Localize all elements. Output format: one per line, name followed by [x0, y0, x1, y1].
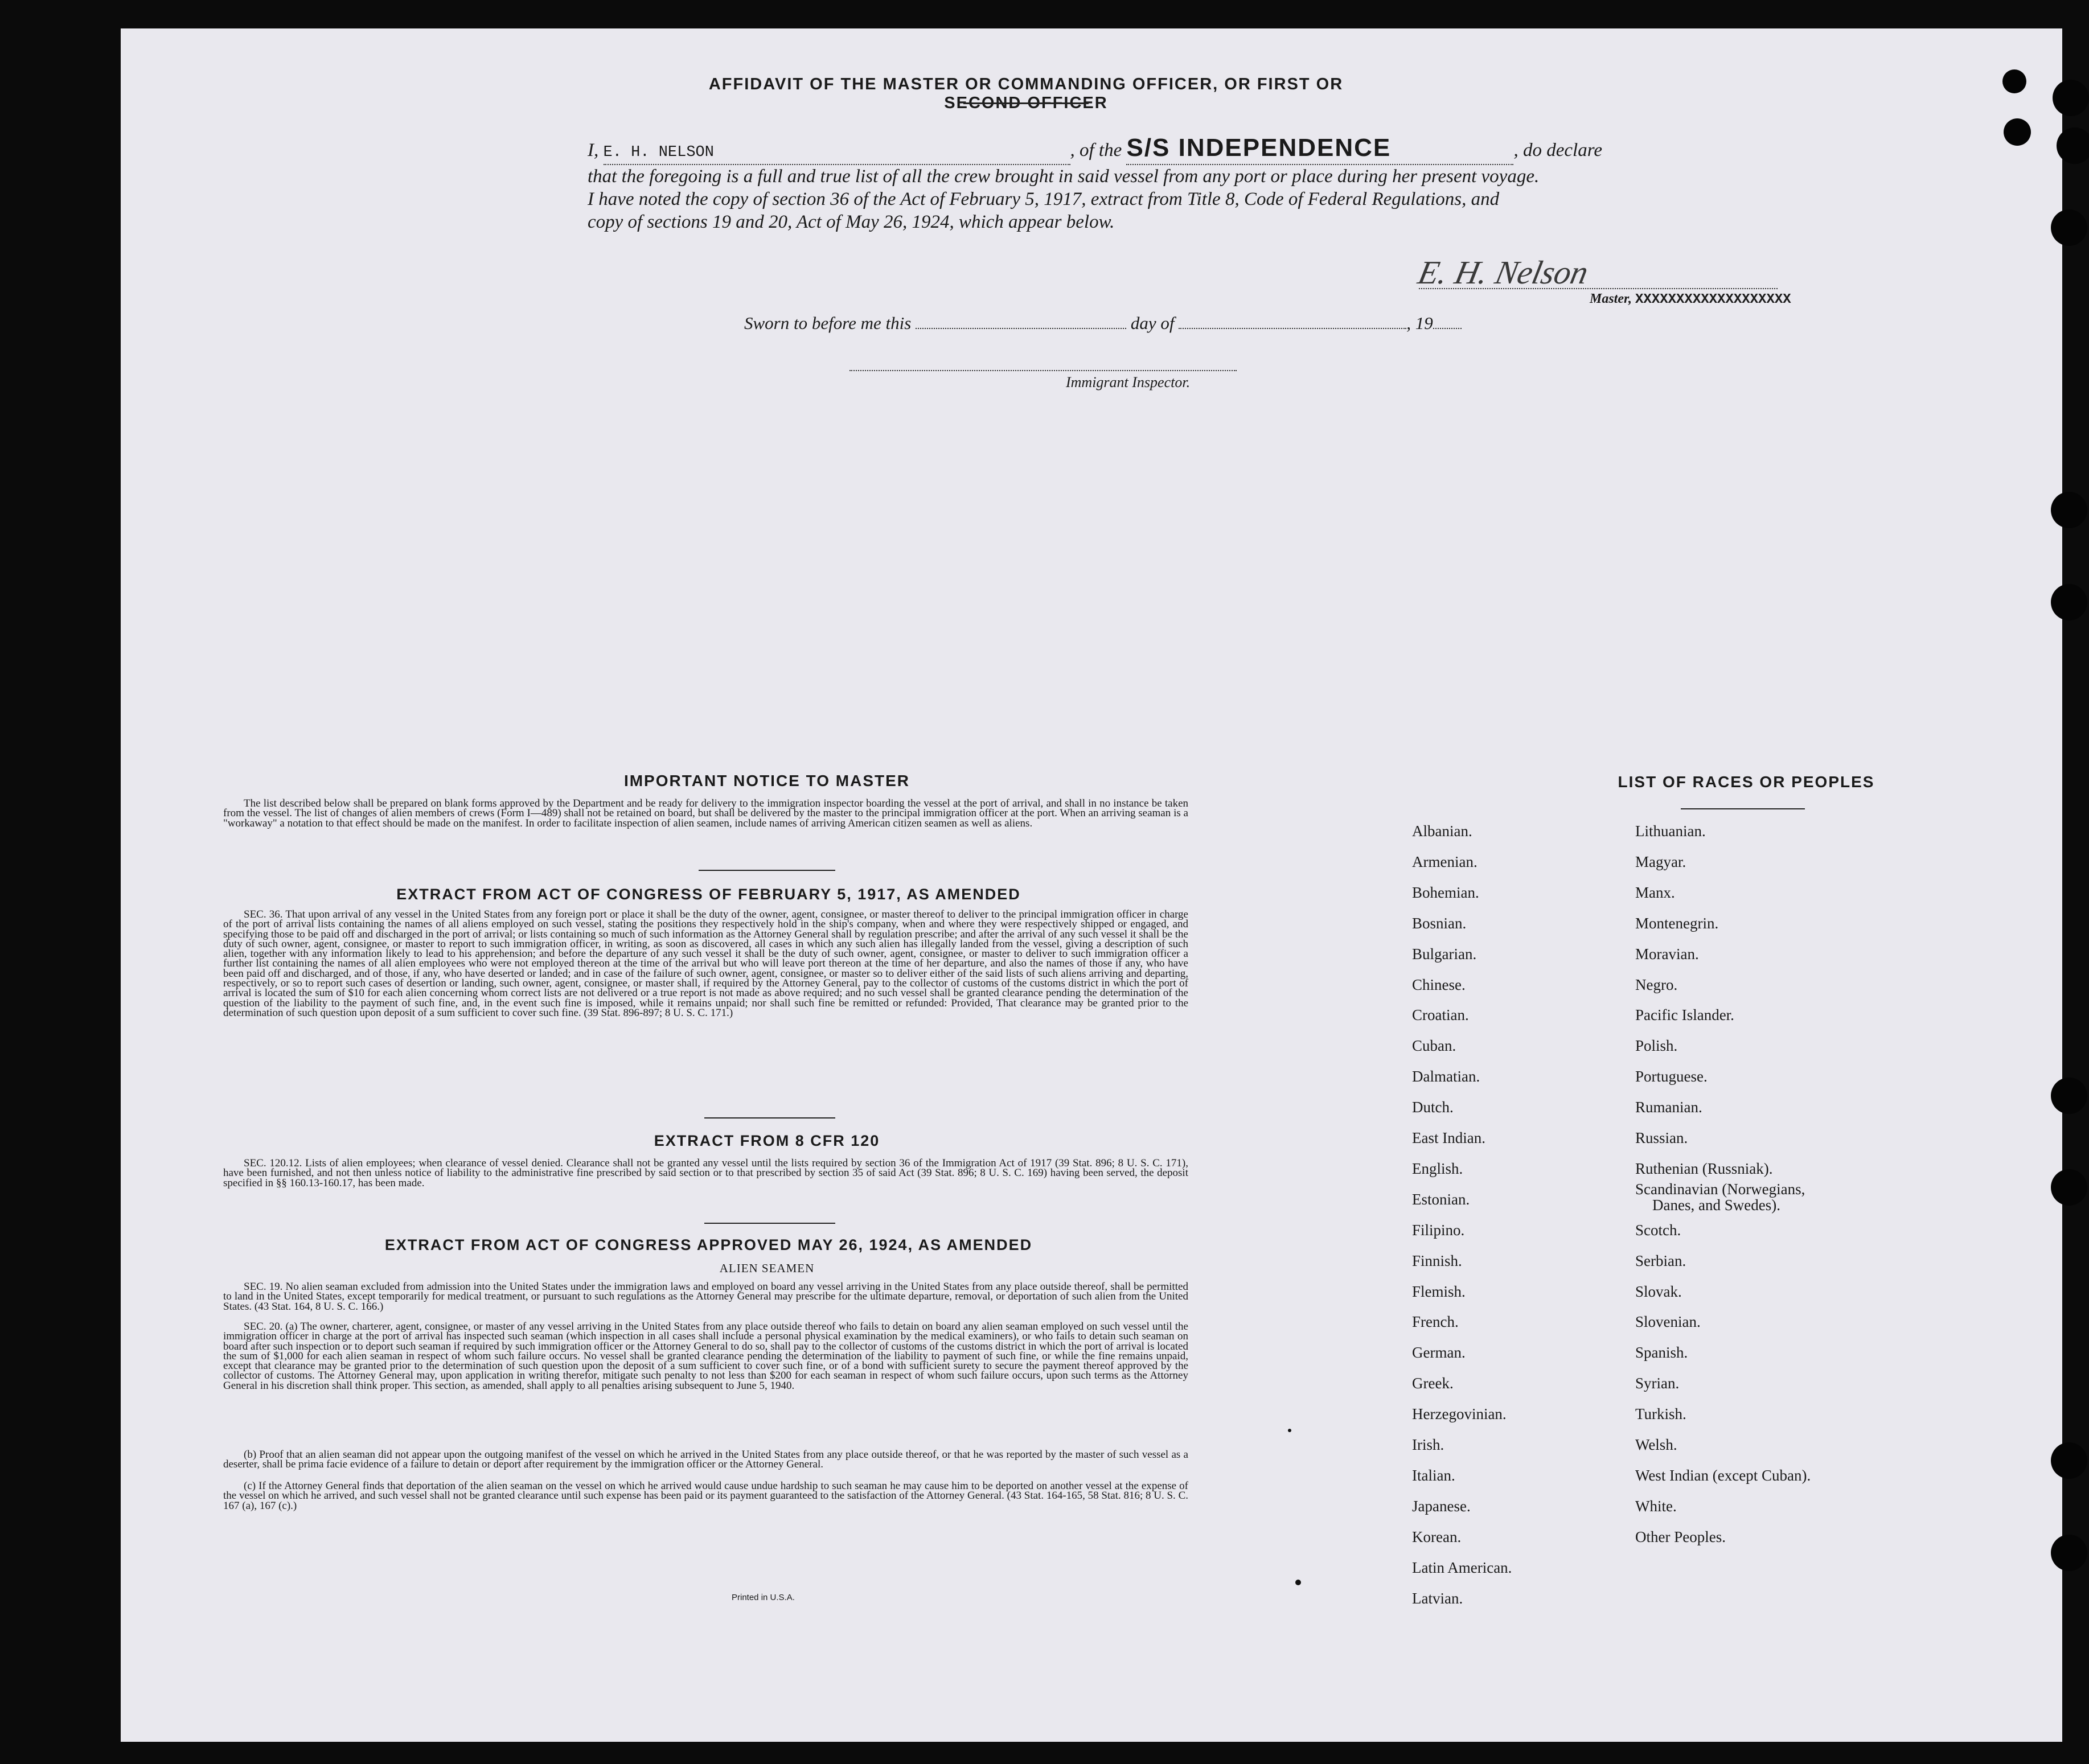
- affidavit-line-3: I have noted the copy of section 36 of the Act of February 5, 1917, extract from Title 8, Code of Federal Regulations, and: [588, 189, 1500, 209]
- punch-hole: [2051, 584, 2087, 620]
- inspector-signature-line: [849, 370, 1237, 371]
- race-item: Croatian.: [1412, 1006, 1469, 1024]
- race-item: Welsh.: [1635, 1436, 1677, 1453]
- master-struck-title: XXXXXXXXXXXXXXXXXXX: [1635, 292, 1791, 307]
- race-item: Spanish.: [1635, 1344, 1688, 1362]
- sworn-day-field: [916, 328, 1126, 329]
- race-item: Italian.: [1412, 1466, 1455, 1484]
- affidavit-line-1: [588, 134, 1795, 165]
- punch-hole: [2004, 118, 2031, 146]
- race-item: Latin American.: [1412, 1559, 1512, 1576]
- race-item: Finnish.: [1412, 1252, 1462, 1269]
- punch-hole: [2002, 69, 2026, 93]
- sec-20b-text: (b) Proof that an alien seaman did not appear upon the outgoing manifest of the vessel on which he arrived in the United States from any place outside thereof, or that he was reported by the master of such vessel as a deserter, shall be prima facie evidence of a failure to detain or deport after requirement by the immigration officer or the Attorney General.: [223, 1449, 1188, 1471]
- race-item: Bulgarian.: [1412, 945, 1477, 963]
- extract-cfr-title: EXTRACT FROM 8 CFR 120: [654, 1132, 880, 1149]
- sec-20a-text: SEC. 20. (a) The owner, charterer, agent, consignee, or master of any vessel arriving in the United States from any place outside thereof who fails to detain on board any alien seaman employed on such vessel until the immigration officer in charge at the port of arrival has inspected such seaman (which inspection in all cases shall include a personal physical examination by the medical examiners), or who fails to detain such seaman on board after such inspection or to deport such seaman if required by such immigration officer or the Attorney General to do so, shall pay to the collector of customs of the customs district in which the port of arrival is located the sum of $1,000 for each alien seaman in respect of whom such failure occurs. No vessel shall be granted clearance pending the determination of the liability to payment of such fine, or while the fine remains unpaid, except that clearance may be granted prior to the determination of such question upon the deposit of a sum sufficient to cover such fine, or of a bond with sufficient surety to secure the payment thereof approved by the collector of customs. The Attorney General may, upon application in writing therefor, mitigate such penalty to not less than $200 for each seaman in respect of whom such failure occurs, upon such terms as the Attorney General in his discretion shall think proper. This section, as amended, shall apply to all penalties arising subsequent to June 5, 1940.: [223, 1321, 1188, 1392]
- signature-line: [1419, 288, 1778, 289]
- do-declare-label: , do declare: [1513, 140, 1602, 161]
- race-item: Danes, and Swedes).: [1652, 1196, 1780, 1214]
- speck: [1295, 1580, 1301, 1585]
- punch-hole: [2051, 1535, 2087, 1571]
- extract-1917-body: SEC. 36. That upon arrival of any vessel in the United States from any foreign port or place it shall be the duty of the owner, agent, consignee, or master thereof to deliver to the principal immigration officer in charge of the port of arrival lists containing the names of all aliens employed on such vessel, stating the positions they respectively hold in the ship's company, when and where they were respectively shipped or engaged, and specifying those to be paid off and discharged in the port of arrival; or lists containing so much of such information as the Attorney General shall by regulation prescribe; and after the arrival of any such vessel it shall be the duty of such owner, agent, consignee, or master to report to such immigration officer, in writing, as soon as discovered, all cases in which any such alien has illegally landed from the vessel, giving a description of such alien, together with any information likely to lead to his apprehension; and before the departure of any such vessel it shall be the duty of such owner, agent, consignee, or master to deliver to such immigration officer a further list containing the names of all alien employees who were not employed thereon at the time of the arrival but who will leave port thereon at the time of her departure, and also the names of those if any, who have been paid off and discharged, and of those, if any, who have deserted or landed; and in case of the failure of such owner, agent, consignee, or master so to deliver either of the said lists of such aliens arriving and departing, respectively, or so to report such cases of desertion or landing, such owner, agent, consignee, or master shall, if required by the Attorney General, pay to the collector of customs of the customs district in which the port of arrival is located the sum of $10 for each alien concerning whom correct lists are not delivered or a true report is not made as above required; and no such vessel shall be granted clearance pending the determination of the question of the liability to the payment of such fine, and, in the event such fine is imposed, while it remains unpaid; nor shall such fine be remitted or refunded: Provided, That clearance may be granted prior to the determination of such question upon deposit of a sum sufficient to cover such fine. (39 Stat. 896-897; 8 U. S. C. 171.): [223, 908, 1188, 1019]
- extract-cfr-body: SEC. 120.12. Lists of alien employees; when clearance of vessel denied. Clearance shall not be granted any vessel until the lists required by section 36 of the Immigration Act of 1917 (39 Stat. 896; 8 U. S. C. 171), have been furnished, and not then unless notice of liability to the administrative fine prescribed by said section or to that prescribed by section 35 of said Act (39 Stat. 896; 8 U. S. C. 169) having been served, the deposit specified in §§ 160.13-160.17, has been made.: [223, 1157, 1188, 1189]
- race-item: Filipino.: [1412, 1221, 1465, 1239]
- document-page: [121, 28, 2062, 1742]
- vessel-name-field: [1126, 134, 1513, 165]
- year-prefix: , 19: [1406, 313, 1433, 333]
- race-item: Latvian.: [1412, 1589, 1463, 1607]
- races-title: LIST OF RACES OR PEOPLES: [1618, 773, 1875, 791]
- race-item: English.: [1412, 1159, 1463, 1177]
- race-item: Scotch.: [1635, 1221, 1681, 1239]
- vessel-name-stamp: S/S INDEPENDENCE: [1126, 134, 1392, 162]
- punch-hole: [2051, 1442, 2087, 1479]
- race-item: Magyar.: [1635, 853, 1686, 870]
- notice-body: The list described below shall be prepared on blank forms approved by the Department and be ready for delivery to the immigration inspector boarding the vessel at the port of arrival, and shall in no instance be taken from the vessel. The list of changes of alien members of crews (Form I—489) shall not be retained on board, but shall be delivered by the master to the principal immigration officer at the port. When an arriving seaman is a "workaway" a notation to that effect should be made on the manifest. In order to facilitate inspection of alien seamen, include names of arriving American citizen seamen as well as aliens.: [223, 797, 1188, 829]
- race-item: Japanese.: [1412, 1497, 1471, 1515]
- punch-hole: [2051, 1078, 2087, 1114]
- sworn-label: Sworn to before me this: [744, 313, 912, 333]
- race-item: Dalmatian.: [1412, 1068, 1480, 1085]
- divider: [963, 102, 1089, 104]
- master-signature: E. H. Nelson: [1415, 254, 1592, 291]
- race-item: Ruthenian (Russniak).: [1635, 1159, 1773, 1177]
- punch-hole: [2051, 209, 2087, 246]
- sworn-statement: [744, 313, 1462, 334]
- extract-1924-title: EXTRACT FROM ACT OF CONGRESS APPROVED MAY 26, 1924, AS AMENDED: [384, 1236, 1033, 1253]
- divider: [1681, 808, 1805, 809]
- officer-name-field: E. H. NELSON: [604, 141, 1070, 165]
- extract-1917-title: EXTRACT FROM ACT OF CONGRESS OF FEBRUARY 5, 1917, AS AMENDED: [396, 886, 1021, 903]
- divider: [704, 1117, 835, 1119]
- race-item: Pacific Islander.: [1635, 1006, 1734, 1024]
- race-item: Slovenian.: [1635, 1313, 1701, 1331]
- sec-19-text: SEC. 19. No alien seaman excluded from admission into the United States under the immigration laws and employed on board any vessel arriving in the United States from any place outside thereof, shall be permitted to land in the United States, except temporarily for medical treatment, or pursuant to such regulations as the Attorney General may prescribe for the ultimate departure, removal, or deportation of such alien from the United States. (43 Stat. 164, 8 U. S. C. 166.): [223, 1281, 1188, 1313]
- i-prefix: I,: [588, 140, 599, 161]
- inspector-label: Immigrant Inspector.: [1066, 374, 1191, 390]
- race-item: Greek.: [1412, 1375, 1454, 1392]
- race-item: Negro.: [1635, 976, 1678, 993]
- race-item: Korean.: [1412, 1528, 1462, 1545]
- race-item: East Indian.: [1412, 1129, 1485, 1146]
- race-item: German.: [1412, 1344, 1466, 1362]
- race-item: Rumanian.: [1635, 1099, 1702, 1116]
- race-item: Lithuanian.: [1635, 823, 1706, 840]
- race-item: Turkish.: [1635, 1405, 1686, 1423]
- race-item: Manx.: [1635, 883, 1675, 901]
- race-item: Syrian.: [1635, 1375, 1680, 1392]
- race-item: Serbian.: [1635, 1252, 1686, 1269]
- race-item: White.: [1635, 1497, 1677, 1515]
- race-item: Portuguese.: [1635, 1068, 1708, 1085]
- race-item: Herzegovinian.: [1412, 1405, 1507, 1423]
- master-title: [1590, 291, 1791, 307]
- divider: [704, 1223, 835, 1224]
- race-item: French.: [1412, 1313, 1459, 1331]
- race-item: Albanian.: [1412, 823, 1472, 840]
- punch-hole: [2051, 492, 2087, 528]
- affidavit-declaration: [588, 134, 1795, 233]
- sworn-year-field: [1433, 328, 1462, 329]
- race-item: Slovak.: [1635, 1282, 1682, 1300]
- day-of-label: day of: [1130, 313, 1175, 333]
- punch-hole: [2051, 1169, 2087, 1206]
- race-item: Moravian.: [1635, 945, 1699, 963]
- punch-hole: [2057, 128, 2089, 164]
- race-item: Russian.: [1635, 1129, 1688, 1146]
- race-item: Armenian.: [1412, 853, 1478, 870]
- race-item: Polish.: [1635, 1037, 1678, 1055]
- of-the-label: , of the: [1070, 140, 1122, 161]
- race-item: Other Peoples.: [1635, 1528, 1726, 1545]
- sworn-month-field: [1179, 328, 1406, 329]
- race-item: Scandinavian (Norwegians,: [1635, 1180, 1805, 1198]
- punch-hole: [2053, 80, 2089, 116]
- affidavit-line-2: that the foregoing is a full and true list of all the crew brought in said vessel from any port or place during her present voyage.: [588, 166, 1540, 187]
- race-item: Cuban.: [1412, 1037, 1456, 1055]
- race-item: Irish.: [1412, 1436, 1444, 1453]
- affidavit-title: AFFIDAVIT OF THE MASTER OR COMMANDING OFFICER, OR FIRST OR SECOND OFFICER: [708, 75, 1344, 112]
- sec-20c-text: (c) If the Attorney General finds that deportation of the alien seaman on the vessel on which he arrived would cause undue hardship to such seaman he may cause him to be deported on another vessel at the expense of the vessel on which he arrived, and such vessel shall not be granted clearance until such expense has been paid or its payment guaranteed to the satisfaction of the Attorney General. (43 Stat. 164-165, 58 Stat. 816; 8 U. S. C. 167 (a), 167 (c).): [223, 1480, 1188, 1512]
- divider: [699, 870, 835, 871]
- race-item: Flemish.: [1412, 1282, 1466, 1300]
- speck: [1288, 1429, 1291, 1432]
- printed-in-usa: Printed in U.S.A.: [732, 1593, 795, 1602]
- race-item: Bohemian.: [1412, 883, 1479, 901]
- race-item: Chinese.: [1412, 976, 1466, 993]
- notice-title: IMPORTANT NOTICE TO MASTER: [623, 772, 910, 790]
- affidavit-line-4: copy of sections 19 and 20, Act of May 26, 1924, which appear below.: [588, 212, 1115, 232]
- master-label: Master,: [1590, 291, 1632, 306]
- alien-seamen-subtitle: ALIEN SEAMEN: [719, 1261, 815, 1275]
- race-item: Dutch.: [1412, 1099, 1454, 1116]
- race-item: West Indian (except Cuban).: [1635, 1466, 1811, 1484]
- race-item: Montenegrin.: [1635, 914, 1719, 932]
- race-item: Bosnian.: [1412, 914, 1467, 932]
- race-item: Estonian.: [1412, 1190, 1470, 1208]
